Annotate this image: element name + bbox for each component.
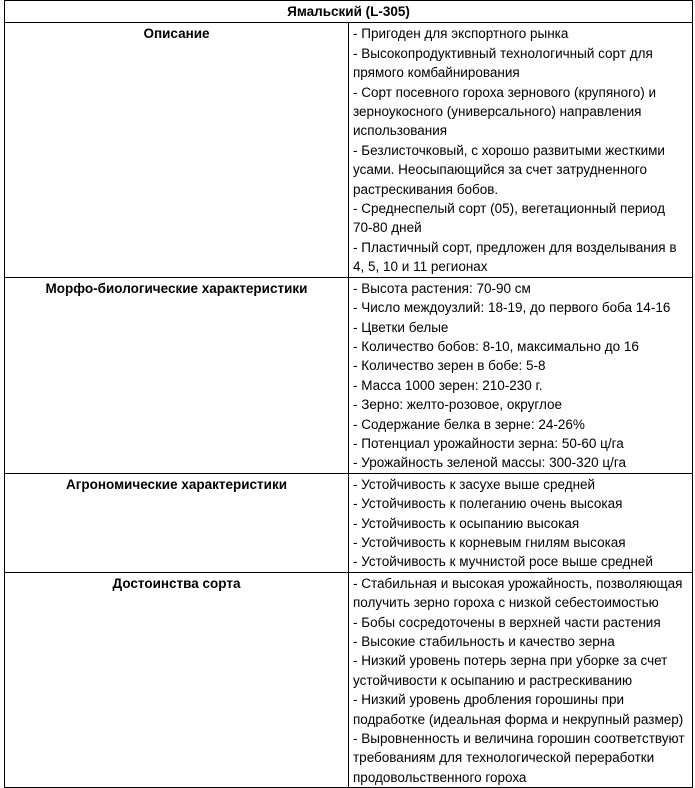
list-item: - Безлисточковый, с хорошо развитыми жесткими усами. Неосыпающийся за счет затрудненного растрескивания бобов. — [353, 142, 665, 197]
list-item: - Выровненность и величина горошин соответствуют требованиям для технологической переработки продовольственного гороха — [353, 731, 685, 785]
list-item: - Цветки белые — [353, 319, 449, 335]
table-row-agronomic — [5, 473, 693, 572]
variety-table — [4, 0, 693, 788]
list-item: - Высокие стабильность и качество зерна — [353, 634, 615, 649]
list-item: - Высота растения: 70-90 см — [353, 280, 531, 296]
list-item: - Стабильная и высокая урожайность, позволяющая получить зерно гороха с низкой себестоимостью — [353, 575, 683, 611]
row-content-morpho — [349, 277, 693, 473]
list-item: - Число междоузлий: 18-19, до первого боба 14-16 — [353, 300, 671, 316]
list-item: - Устойчивость к засухе выше средней — [353, 476, 596, 492]
list-item: - Среднеспелый сорт (05), вегетационный период 70-80 дней — [353, 201, 666, 236]
table-title: Ямальский (L-305) — [5, 1, 693, 23]
row-label-agronomic: Агрономические характеристики — [5, 473, 349, 572]
list-item: - Содержание белка в зерне: 24-26% — [353, 416, 585, 432]
list-item: - Пригоден для экспортного рынка — [353, 26, 569, 42]
list-item: - Зерно: желто-розовое, округлое — [353, 397, 563, 413]
row-label-morpho: Морфо-биологические характеристики — [5, 277, 349, 473]
list-item: - Низкий уровень дробления горошины при подработке (идеальная форма и некрупный размер) — [353, 692, 684, 727]
list-item: - Устойчивость к мучнистой росе выше средней — [353, 554, 653, 570]
table-row-advantages — [5, 572, 693, 787]
list-item: - Количество бобов: 8-10, максимально до 16 — [353, 338, 639, 354]
list-item: - Потенциал урожайности зерна: 50-60 ц/га — [353, 435, 624, 451]
list-item: - Масса 1000 зерен: 210-230 г. — [353, 377, 543, 393]
table-row-description — [5, 23, 693, 277]
row-label-description: Описание — [5, 23, 349, 277]
list-item: - Пластичный сорт, предложен для возделывания в 4, 5, 10 и 11 регионах — [353, 239, 677, 275]
list-item: - Устойчивость к осыпанию высокая — [353, 515, 580, 531]
list-item: - Сорт посевного гороха зернового (крупяного) и зерноукосного (универсального) направления использования — [353, 84, 657, 139]
list-item: - Бобы сосредоточены в верхней части растения — [353, 614, 661, 630]
table-row-morpho — [5, 277, 693, 473]
list-item: - Высокопродуктивный технологичный сорт для прямого комбайнирования — [353, 45, 653, 81]
row-label-advantages: Достоинства сорта — [5, 572, 349, 787]
row-content-description — [349, 23, 693, 277]
title-row — [5, 1, 693, 23]
row-content-agronomic — [349, 473, 693, 572]
row-content-advantages — [349, 572, 693, 787]
list-item: - Низкий уровень потерь зерна при уборке за счет устойчивости к осыпанию и растрескиванию — [353, 653, 668, 688]
list-item: - Количество зерен в бобе: 5-8 — [353, 358, 546, 374]
list-item: - Устойчивость к полеганию очень высокая — [353, 496, 623, 512]
list-item: - Урожайность зеленой массы: 300-320 ц/га — [353, 455, 626, 471]
list-item: - Устойчивость к корневым гнилям высокая — [353, 534, 626, 550]
